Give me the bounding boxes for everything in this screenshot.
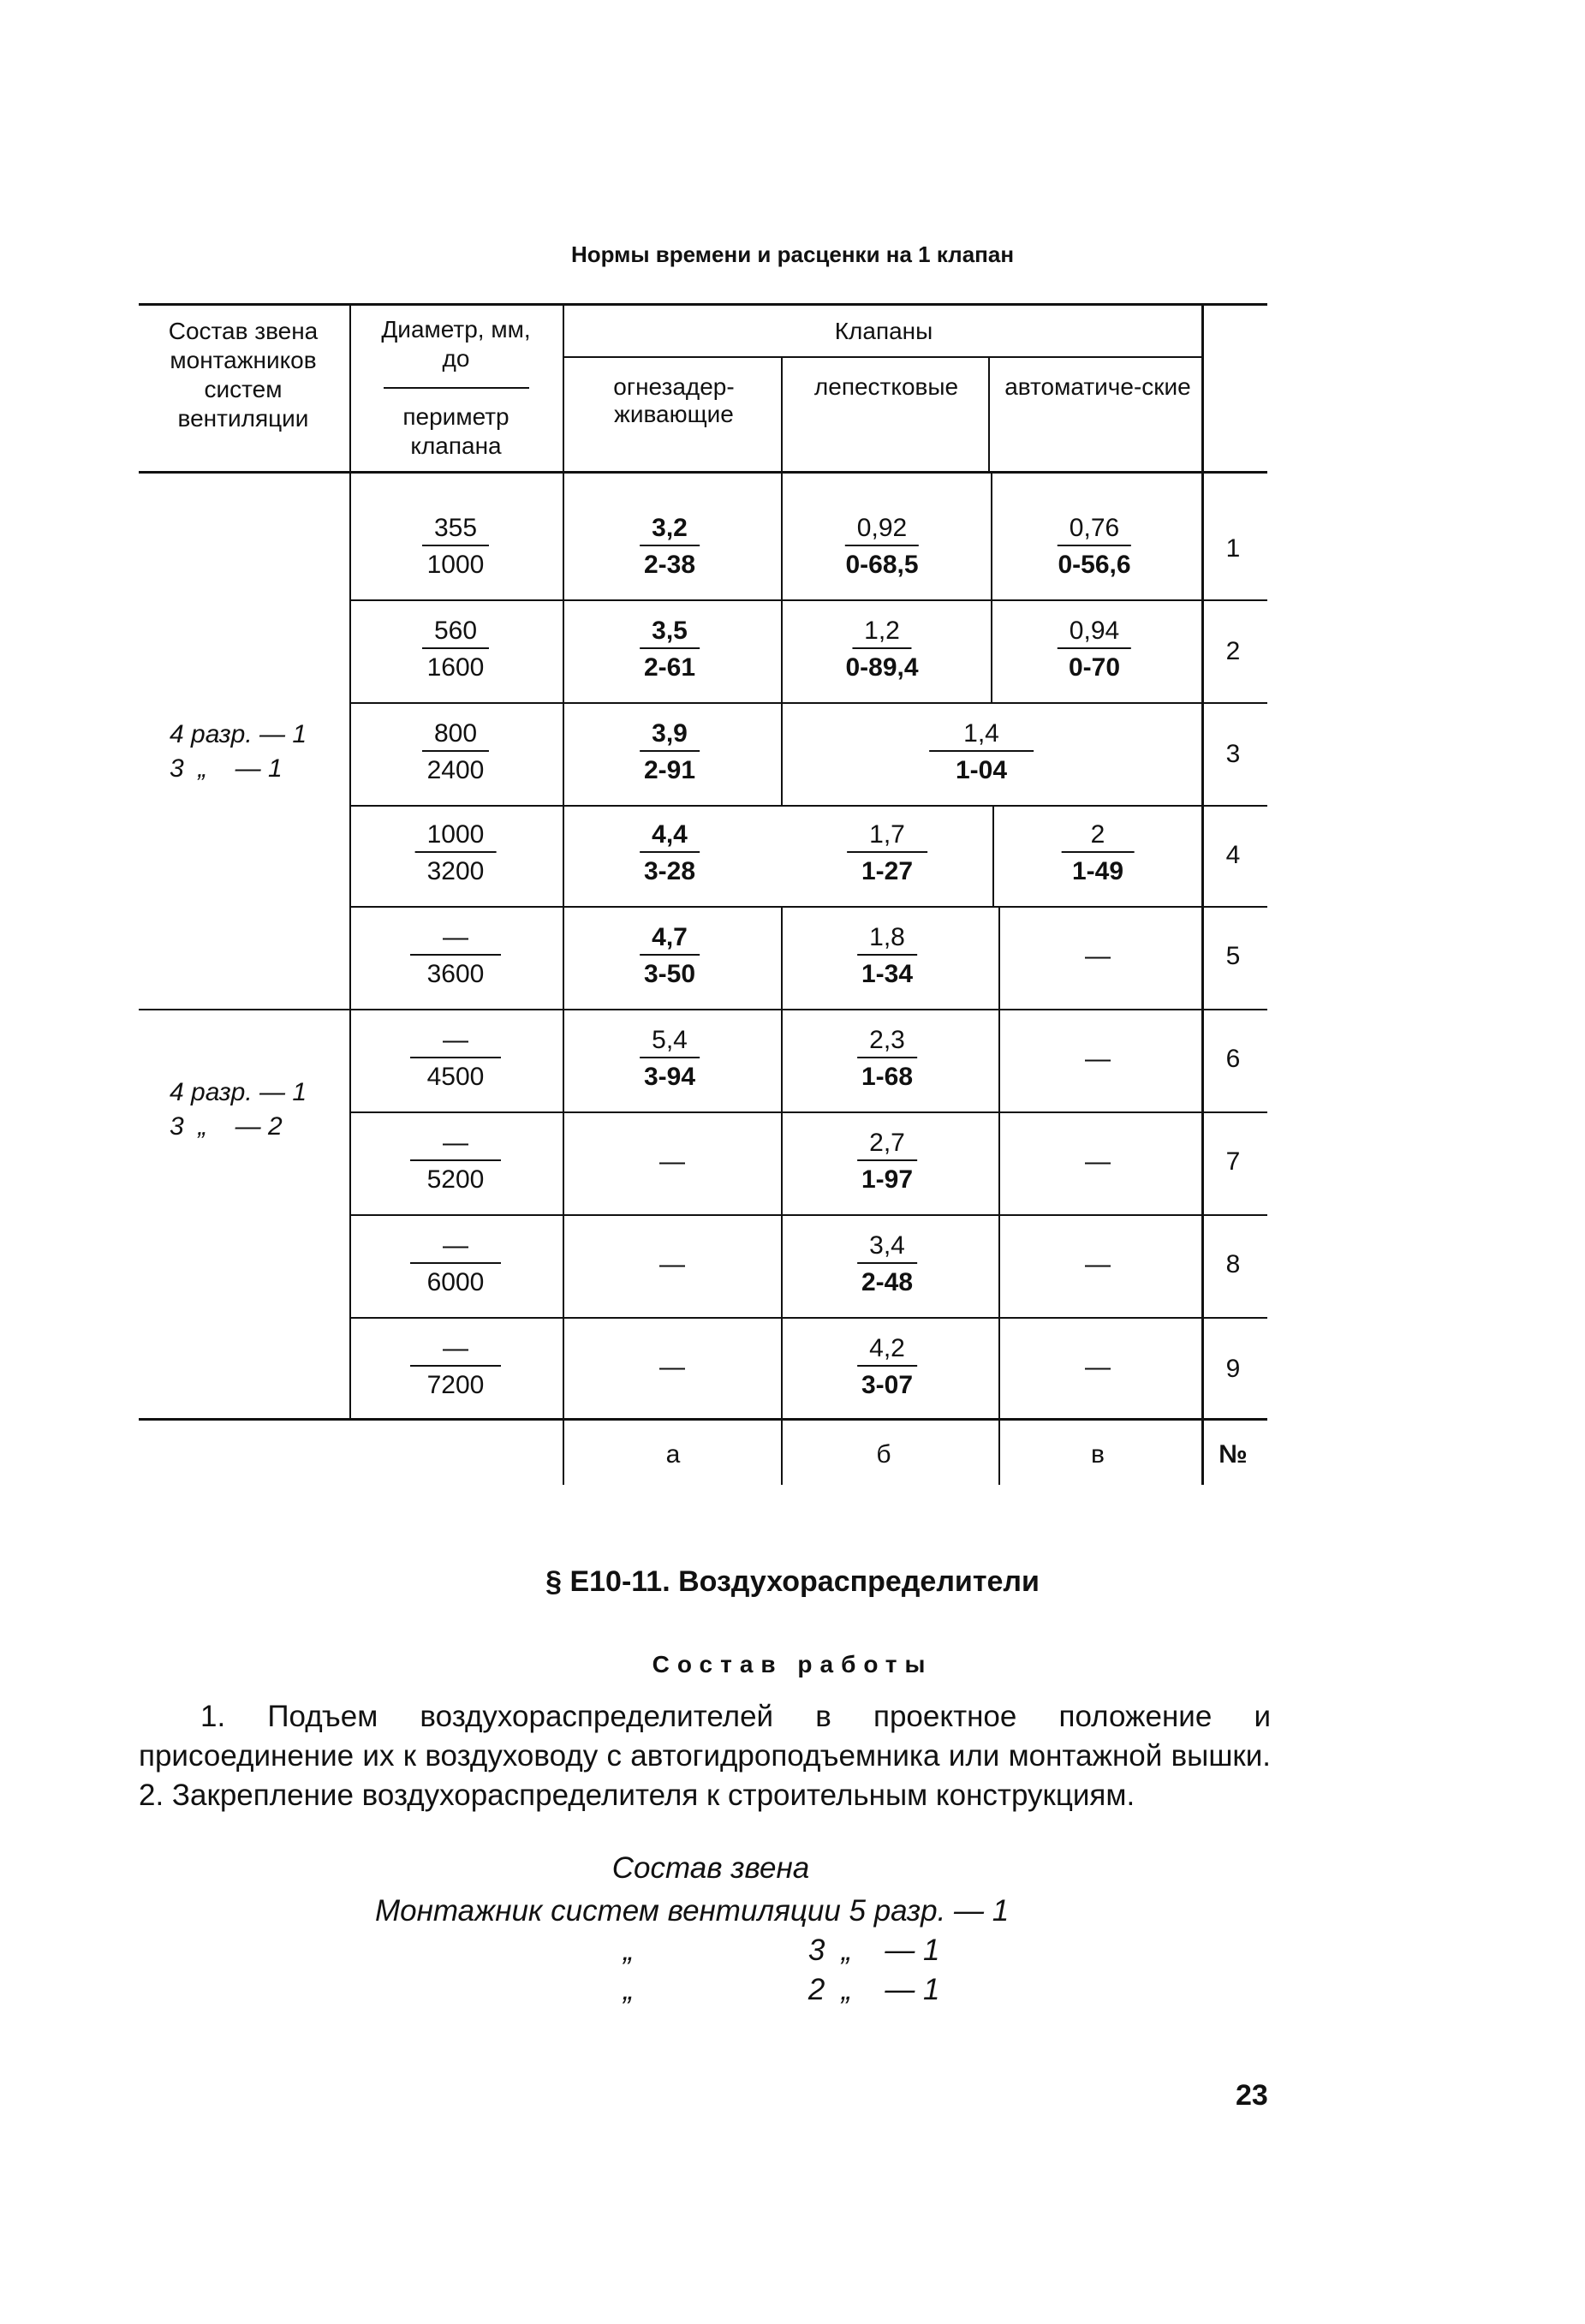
row-line-1 bbox=[351, 599, 1267, 601]
r5-b-den: 1-34 bbox=[861, 960, 914, 988]
col-mark-no: № bbox=[1219, 1440, 1248, 1469]
r1-b bbox=[845, 514, 919, 581]
r7-diam-num: — bbox=[410, 1129, 501, 1161]
crew-line-1: Монтажник систем вентиляции 5 разр. — 1 bbox=[375, 1894, 1010, 1928]
r2-a bbox=[640, 617, 700, 683]
r7-no: 7 bbox=[1225, 1147, 1241, 1176]
r3-a bbox=[640, 719, 700, 786]
header-col-a: огнезадер-живающие bbox=[613, 373, 735, 427]
r2-c-den: 0-70 bbox=[1068, 653, 1121, 682]
r4-c-den: 1-49 bbox=[1071, 857, 1124, 885]
col-line-b-body3 bbox=[998, 906, 1000, 1485]
r6-a-num: 5,4 bbox=[640, 1026, 700, 1058]
col-line-a-body bbox=[781, 474, 783, 805]
header-diameter-bottom: периметр клапана bbox=[402, 403, 509, 459]
r9-no: 9 bbox=[1225, 1355, 1241, 1383]
header-valves: Клапаны bbox=[834, 318, 933, 344]
crew-group-1-line1: 4 разр. — 1 bbox=[170, 720, 307, 748]
col-line-a-head bbox=[781, 356, 783, 473]
r1-a-num: 3,2 bbox=[640, 514, 700, 546]
r1-diam bbox=[422, 514, 489, 581]
r2-b bbox=[845, 617, 918, 683]
row-line-2 bbox=[351, 702, 1267, 704]
r5-a bbox=[640, 923, 700, 990]
r2-c bbox=[1058, 617, 1131, 683]
row-line-6 bbox=[351, 1111, 1267, 1113]
r8-diam-den: 6000 bbox=[426, 1268, 485, 1296]
r8-diam bbox=[410, 1231, 501, 1298]
r5-a-num: 4,7 bbox=[640, 923, 700, 956]
r9-c-dash: — bbox=[1085, 1353, 1111, 1381]
crew-group-2 bbox=[170, 1076, 307, 1144]
r6-diam-den: 4500 bbox=[426, 1063, 485, 1091]
r4-diam-den: 3200 bbox=[426, 857, 485, 885]
r1-diam-den: 1000 bbox=[426, 551, 485, 579]
row-line-8 bbox=[351, 1317, 1267, 1319]
r6-c-dash: — bbox=[1085, 1045, 1111, 1073]
header-bottom-line bbox=[139, 471, 1267, 474]
col-line-b-body2 bbox=[992, 805, 994, 906]
r8-c-dash: — bbox=[1085, 1250, 1111, 1278]
r1-diam-num: 355 bbox=[422, 514, 489, 546]
header-col-b: лепестковые bbox=[813, 373, 959, 400]
r4-b-num: 1,7 bbox=[847, 820, 927, 853]
r2-diam-den: 1600 bbox=[426, 653, 485, 682]
r5-a-den: 3-50 bbox=[643, 960, 696, 988]
r4-a-den: 3-28 bbox=[643, 857, 696, 885]
r6-no: 6 bbox=[1225, 1045, 1241, 1073]
r7-a-dash: — bbox=[659, 1147, 685, 1176]
r9-b bbox=[857, 1334, 917, 1401]
r2-diam bbox=[422, 617, 489, 683]
r3-diam-den: 2400 bbox=[426, 756, 485, 784]
r4-a-num: 4,4 bbox=[640, 820, 700, 853]
r4-c-num: 2 bbox=[1062, 820, 1135, 853]
header-crew: Состав звена монтажников систем вентиляции bbox=[168, 318, 319, 432]
r7-diam-den: 5200 bbox=[426, 1165, 485, 1194]
group-line bbox=[139, 1009, 1267, 1010]
r2-diam-num: 560 bbox=[422, 617, 489, 649]
r6-diam-num: — bbox=[410, 1026, 501, 1058]
r8-b bbox=[857, 1231, 917, 1298]
work-composition-heading: Состав работы bbox=[652, 1651, 933, 1677]
col-line-b-body bbox=[991, 474, 992, 704]
r1-c bbox=[1058, 514, 1131, 581]
r9-b-num: 4,2 bbox=[857, 1334, 917, 1367]
r7-b bbox=[857, 1129, 917, 1195]
r8-no: 8 bbox=[1225, 1250, 1241, 1278]
r3-a-num: 3,9 bbox=[640, 719, 700, 752]
crew-group-2-line2: 3 „ — 2 bbox=[170, 1112, 283, 1141]
r2-no: 2 bbox=[1225, 637, 1241, 665]
r1-a-den: 2-38 bbox=[643, 551, 696, 579]
r2-b-num: 1,2 bbox=[852, 617, 912, 649]
col-mark-b: б bbox=[876, 1440, 891, 1469]
r5-diam-den: 3600 bbox=[426, 960, 485, 988]
r3-bc bbox=[929, 719, 1034, 786]
r9-a-dash: — bbox=[659, 1353, 685, 1381]
crew-title: Состав звена bbox=[611, 1851, 810, 1885]
r8-a-dash: — bbox=[659, 1250, 685, 1278]
r4-diam-num: 1000 bbox=[415, 820, 497, 853]
work-description-text: 1. Подъем воздухораспределителей в проектное положение и присоединение их к воздуховоду с автогидроподъемника или монтажной вышки. 2. Закрепление воздухораспределителя к строительным конструкциям. bbox=[139, 1700, 1271, 1812]
r7-c-dash: — bbox=[1085, 1147, 1111, 1176]
r7-b-num: 2,7 bbox=[857, 1129, 917, 1161]
r1-b-den: 0-68,5 bbox=[845, 551, 919, 579]
col-line-crew bbox=[349, 303, 351, 1418]
crew-line-3: „ 2 „ — 1 bbox=[623, 1973, 940, 2006]
r1-c-num: 0,76 bbox=[1058, 514, 1131, 546]
r2-a-num: 3,5 bbox=[640, 617, 700, 649]
crew-line-2: „ 3 „ — 1 bbox=[623, 1934, 940, 1967]
work-description bbox=[139, 1697, 1271, 1815]
r6-diam bbox=[410, 1026, 501, 1093]
r1-b-num: 0,92 bbox=[845, 514, 919, 546]
r4-no: 4 bbox=[1225, 841, 1241, 869]
r5-no: 5 bbox=[1225, 942, 1241, 970]
r6-b-den: 1-68 bbox=[861, 1063, 914, 1091]
crew-group-2-line1: 4 разр. — 1 bbox=[170, 1078, 307, 1106]
table-caption: Нормы времени и расценки на 1 клапан bbox=[570, 241, 1015, 267]
r4-b-den: 1-27 bbox=[861, 857, 914, 885]
r1-no: 1 bbox=[1225, 534, 1241, 563]
page-number: 23 bbox=[1236, 2079, 1268, 2112]
crew-group-1 bbox=[170, 718, 307, 786]
table-top-line bbox=[139, 303, 1267, 306]
r9-diam-num: — bbox=[410, 1334, 501, 1367]
r3-bc-num: 1,4 bbox=[929, 719, 1034, 752]
r6-b-num: 2,3 bbox=[857, 1026, 917, 1058]
header-col-c: автоматиче-ские bbox=[1004, 373, 1191, 400]
row-line-7 bbox=[351, 1214, 1267, 1216]
col-mark-c: в bbox=[1091, 1440, 1105, 1469]
r3-a-den: 2-91 bbox=[643, 756, 696, 784]
r9-diam bbox=[410, 1334, 501, 1401]
col-line-diam bbox=[563, 303, 564, 1485]
r2-c-num: 0,94 bbox=[1058, 617, 1131, 649]
r4-a bbox=[640, 820, 700, 887]
r7-diam bbox=[410, 1129, 501, 1195]
col-mark-a: а bbox=[665, 1440, 681, 1469]
col-line-a-body2 bbox=[781, 906, 783, 1485]
r6-b bbox=[857, 1026, 917, 1093]
r5-b bbox=[857, 923, 917, 990]
r2-b-den: 0-89,4 bbox=[845, 653, 919, 682]
r4-b bbox=[847, 820, 927, 887]
r6-a bbox=[640, 1026, 700, 1093]
r5-diam-num: — bbox=[410, 923, 501, 956]
r8-b-num: 3,4 bbox=[857, 1231, 917, 1264]
header-diameter-top: Диаметр, мм, до bbox=[381, 316, 531, 372]
row-line-3 bbox=[351, 805, 1267, 807]
r8-diam-num: — bbox=[410, 1231, 501, 1264]
r5-b-num: 1,8 bbox=[857, 923, 917, 956]
r3-bc-den: 1-04 bbox=[955, 756, 1008, 784]
r4-diam bbox=[415, 820, 497, 887]
r2-a-den: 2-61 bbox=[643, 653, 696, 682]
valves-header-line bbox=[563, 356, 1201, 358]
header-diameter-fraction-line bbox=[384, 387, 529, 389]
r3-diam-num: 800 bbox=[422, 719, 489, 752]
table-bottom-line bbox=[139, 1418, 1267, 1421]
r6-a-den: 3-94 bbox=[643, 1063, 696, 1091]
r5-diam bbox=[410, 923, 501, 990]
r1-a bbox=[640, 514, 700, 581]
r7-b-den: 1-97 bbox=[861, 1165, 914, 1194]
r3-diam bbox=[422, 719, 489, 786]
crew-group-1-line2: 3 „ — 1 bbox=[170, 754, 283, 783]
r4-c bbox=[1062, 820, 1135, 887]
r8-b-den: 2-48 bbox=[861, 1268, 914, 1296]
r5-c-dash: — bbox=[1085, 942, 1111, 970]
r9-diam-den: 7200 bbox=[426, 1371, 485, 1399]
r3-no: 3 bbox=[1225, 740, 1241, 768]
r9-b-den: 3-07 bbox=[861, 1371, 914, 1399]
section-title: § Е10-11. Воздухораспределители bbox=[545, 1565, 1040, 1598]
r1-c-den: 0-56,6 bbox=[1058, 551, 1131, 579]
col-line-c bbox=[1201, 303, 1204, 1485]
col-line-b-head bbox=[988, 356, 990, 473]
row-line-4 bbox=[351, 906, 1267, 908]
